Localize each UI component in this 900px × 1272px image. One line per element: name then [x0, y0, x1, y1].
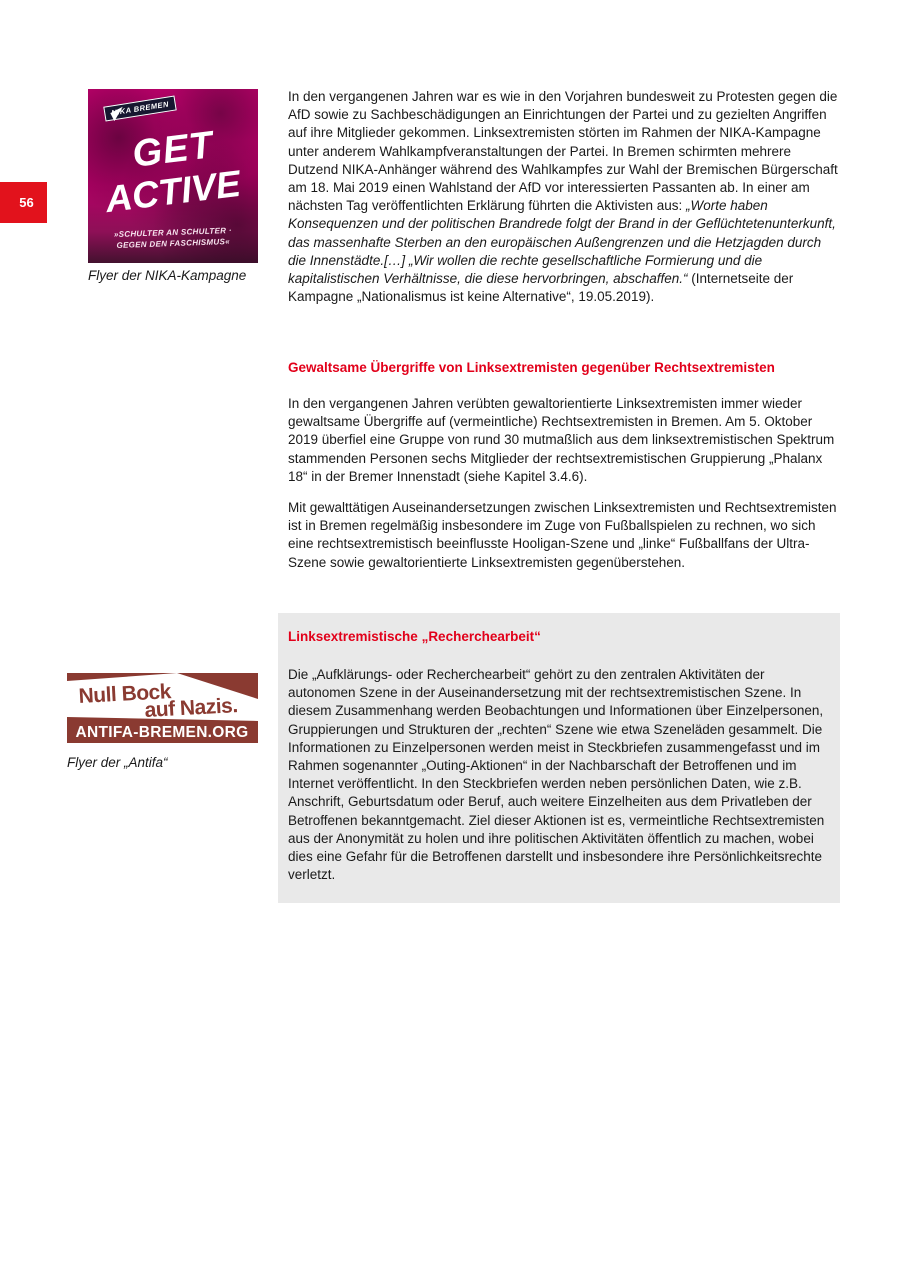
antifa-flyer-caption: Flyer der „Antifa“	[67, 755, 168, 770]
info-box-heading: Linksextremistische „Recherchearbeit“	[288, 629, 541, 644]
nika-tagline-line1: »SCHULTER AN SCHULTER ·	[113, 225, 232, 240]
nika-flyer-image	[88, 89, 258, 263]
nika-tagline-line2: GEGEN DEN FASCHISMUS«	[116, 237, 231, 250]
info-box-body: Die „Aufklärungs- oder Recherchearbeit“ gehört zu den zentralen Aktivitäten der autonomen Szene in der Auseinandersetzung mit der rechtsextremistischen Szene. In diesem Zusammenhang werden Beobachtungen und Informationen über Einzelpersonen, Gruppierungen und Strukturen der „rechten“ Szene wie etwa Szeneläden gesammelt. Die Informationen zu Einzelpersonen werden meist in Steckbriefen zusammengefasst und im Rahmen sogenannter „Outing-Aktionen“ in der Nachbarschaft der Betroffenen und im Internet veröffentlicht. In den Steckbriefen werden neben persönlichen Daten, wie z.B. Anschrift, Geburtsdatum oder Beruf, auch weitere Einzelheiten aus dem Privatleben der Betroffenen bekanntgemacht. Ziel dieser Aktionen ist es, vermeintliche Rechtsextremisten aus der Anonymität zu holen und ihre politischen Aktivitäten öffentlich zu machen, wobei dies eine Gefahr für die Betroffenen darstellt und insbesondere ihre Persönlichkeitsrechte verletzt.	[288, 667, 825, 883]
nika-badge	[103, 95, 177, 121]
antifa-line1: Null Bock	[78, 680, 172, 708]
info-box-recherchearbeit	[278, 613, 840, 903]
nika-flyer-caption: Flyer der NIKA-Kampagne	[88, 268, 247, 283]
page-number-badge	[0, 182, 47, 223]
antifa-url: ANTIFA-BREMEN.ORG	[75, 724, 249, 741]
nika-badge-label: NIKA BREMEN	[110, 99, 170, 118]
paragraph-protests: In den vergangenen Jahren war es wie in den Vorjahren bundesweit zu Protesten gegen die AfD sowie zu Sachbeschädigungen an Einrichtungen der Partei und zu gezielten Angriffen auf ihre Mitglieder gekommen. Linksextremisten störten im Rahmen der NIKA-Kampagne unter anderem Wahlkampfveranstaltungen der Partei. In Bremen schirmten mehrere Dutzend NIKA-Anhänger während des Wahlkampfes zur Wahl der Bremischen Bürgerschaft am 18. Mai 2019 einen Wahlstand der AfD vor interessierten Passanten ab. In einer am nächsten Tag veröffentlichten Erklärung führten die Aktivisten aus: „Worte haben Konsequenzen und der politischen Brandrede folgt der Brand in der Geflüchtetenunterkunft, das massenhafte Sterben an den europäischen Außengrenzen und die Hetzjagden durch die Innenstädte.[…] „Wir wollen die rechte gesellschaftliche Formierung und die kapitalistischen Verhältnisse, die diese hervorbringen, abschaffen.“ (Internetseite der Kampagne „Nationalismus ist keine Alternative“, 19.05.2019).	[288, 89, 838, 305]
paragraph-fussball: Mit gewalttätigen Auseinandersetzungen zwischen Linksextremisten und Rechtsextremisten ist in Bremen regelmäßig insbesondere im Zuge von Fußballspielen zu rechnen, wo sich eine rechtsextremistisch beeinflusste Hooligan-Szene und „linke“ Fußballfans der Ultra-Szene sowie gewaltorientierte Linksextremisten gegenüberstehen.	[288, 500, 837, 570]
nika-title-active: ACTIVE	[103, 162, 243, 221]
paragraph-uebergriffe: In den vergangenen Jahren verübten gewaltorientierte Linksextremisten immer wieder gewaltsame Übergriffe auf (vermeintliche) Rechtsextremisten in Bremen. Am 5. Oktober 2019 überfiel eine Gruppe von rund 30 mutmaßlich aus dem linksextremistischen Spektrum stammenden Personen sechs Mitglieder der rechtsextremistischen Gruppierung „Phalanx 18“ in der Bremer Innenstadt (siehe Kapitel 3.4.6).	[288, 396, 835, 484]
page-number: 56	[19, 195, 34, 210]
nika-title-get: GET	[130, 124, 216, 176]
nika-tagline	[88, 224, 258, 252]
section-heading-uebergriffe: Gewaltsame Übergriffe von Linksextremisten gegenüber Rechtsextremisten	[288, 360, 775, 375]
antifa-flyer-image	[67, 673, 258, 743]
antifa-line2: auf Nazis.	[144, 694, 239, 722]
